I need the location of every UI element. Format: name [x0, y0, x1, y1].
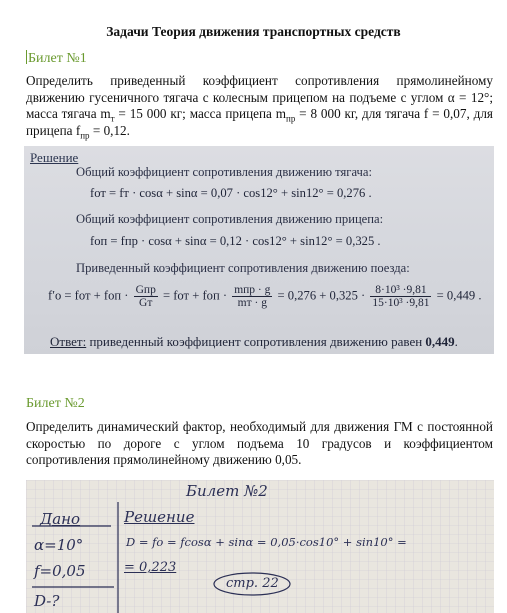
hand-given-label: Дано — [40, 510, 81, 528]
hand-result: = 0,223 — [124, 560, 177, 575]
equation-3 — [48, 284, 482, 309]
task-text-part: = 8 000 кг, для тягача f = 0,07, для прицепа f — [26, 106, 493, 138]
equation-1: fот = fт · cosα + sinα = 0,07 · cos12° + sin12° = 0,276 . — [90, 186, 372, 200]
fraction-numerator: mпр · g — [234, 284, 271, 296]
ticket-2-heading: Билет №2 — [26, 396, 85, 411]
hand-d: D-? — [34, 592, 60, 610]
ticket-2-task-text: Определить динамический фактор, необходимый для движения ГМ с постоянной скоростью по дороге с углом подъема 10 градусов и коэффициентом сопротивления прямолинейному движению 0,05. — [26, 419, 493, 467]
task-text-part: = 0,12. — [89, 122, 130, 138]
solution-line-3: Приведенный коэффициент сопротивления движению поезда: — [76, 261, 410, 275]
ticket-1-heading-text: Билет №1 — [28, 51, 87, 66]
hand-formula: D = fo = fcosα + sinα = 0,05·cos10° + sin10° = — [126, 535, 407, 549]
task-text-part: = 15 000 кг; масса прицепа m — [114, 106, 286, 121]
subscript: пр — [80, 130, 90, 141]
solution-answer — [50, 334, 458, 350]
fraction — [370, 284, 431, 309]
answer-label: Ответ: — [50, 334, 87, 349]
hand-solution-label: Решение — [124, 508, 195, 526]
hand-alpha: α=10° — [34, 536, 84, 554]
text-cursor — [26, 50, 27, 64]
subscript: т — [110, 113, 115, 124]
eq3-part: f′о = fот + fоп · — [48, 288, 129, 303]
fraction — [134, 284, 158, 309]
eq3-part: = 0,276 + 0,325 · — [277, 288, 366, 303]
page-title: Задачи Теория движения транспортных средств — [106, 24, 401, 39]
eq3-part: = 0,449 . — [436, 288, 482, 303]
equation-2: fоп = fпр · cosα + sinα = 0,12 · cos12° + sin12° = 0,325 . — [90, 234, 381, 248]
solution-line-1: Общий коэффициент сопротивления движению тягача: — [76, 165, 372, 179]
solution-line-2: Общий коэффициент сопротивления движению прицепа: — [76, 212, 384, 226]
hand-f: f=0,05 — [34, 562, 86, 580]
solution-photo — [24, 146, 494, 354]
fraction-denominator: 15·10³ ·9,81 — [372, 297, 430, 309]
solution-heading: Решение — [30, 150, 79, 165]
ticket-1-task-text — [26, 73, 493, 139]
task-text-part: Определить приведенный коэффициент сопротивления прямолинейному движению гусеничного тягача с колесным прицепом на подъеме с углом α = 12°; масса тягача m — [26, 73, 493, 121]
answer-text: приведенный коэффициент сопротивления движению равен — [86, 334, 426, 349]
eq3-part: = fот + fоп · — [162, 288, 228, 303]
fraction-numerator: 8·10³ ·9,81 — [370, 284, 431, 297]
handwritten-solution-photo — [26, 480, 494, 613]
fraction-denominator: Gт — [139, 297, 153, 309]
answer-value: 0,449 — [425, 334, 455, 349]
fraction — [232, 284, 272, 309]
fraction-numerator: Gпр — [135, 284, 156, 296]
hand-page-number: стр. 22 — [226, 576, 279, 591]
subscript: пр — [286, 113, 296, 124]
hand-title: Билет №2 — [186, 482, 268, 500]
fraction-denominator: mт · g — [237, 297, 267, 309]
ticket-1-heading — [26, 50, 87, 67]
answer-end: . — [454, 334, 458, 349]
